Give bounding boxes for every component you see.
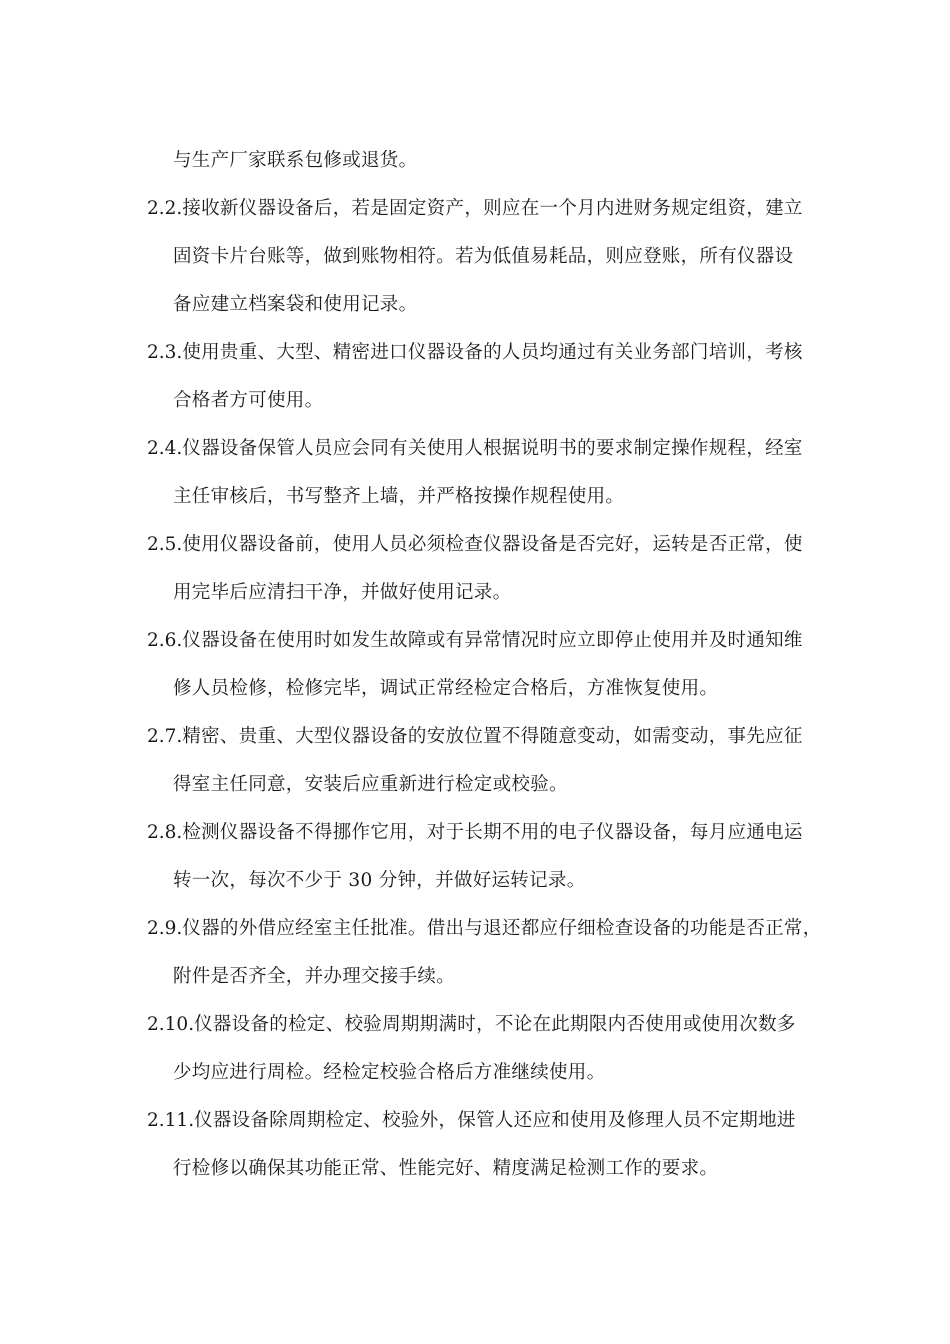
list-item-2-9-first-line: [147, 917, 822, 941]
item-number: 2.4.: [147, 438, 183, 459]
list-item-2-6-line-2: 修人员检修，检修完毕，调试正常经检定合格后，方准恢复使用。: [173, 678, 719, 699]
list-item-2-2-first-line: [147, 197, 803, 221]
item-text: 仪器的外借应经室主任批准。借出与退还都应仔细检查设备的功能是否正常，: [182, 918, 822, 939]
list-item-2-10-line-2: 少均应进行周检。经检定校验合格后方准继续使用。: [173, 1062, 606, 1083]
list-item-2-11-line-2: 行检修以确保其功能正常、性能完好、精度满足检测工作的要求。: [173, 1158, 719, 1179]
item-text: 使用贵重、大型、精密进口仪器设备的人员均通过有关业务部门培训，考核: [182, 342, 803, 363]
list-item-2-8-first-line: [147, 821, 803, 845]
list-item-2-4-first-line: [147, 437, 803, 461]
item-text: 仪器设备保管人员应会同有关使用人根据说明书的要求制定操作规程，经室: [182, 438, 803, 459]
item-number: 2.6.: [147, 630, 183, 651]
item-number: 2.3.: [147, 342, 183, 363]
list-item-2-10-first-line: [147, 1013, 796, 1037]
list-item-2-8-line-2: 转一次，每次不少于 30 分钟，并做好运转记录。: [173, 870, 586, 891]
intro-line: 与生产厂家联系包修或退货。: [173, 150, 418, 171]
item-number: 2.9.: [147, 918, 183, 939]
item-text: 仪器设备在使用时如发生故障或有异常情况时应立即停止使用并及时通知维: [182, 630, 803, 651]
list-item-2-9-line-2: 附件是否齐全，并办理交接手续。: [173, 966, 456, 987]
item-number: 2.8.: [147, 822, 183, 843]
list-item-2-5-first-line: [147, 533, 803, 557]
item-number: 2.11.: [147, 1110, 195, 1131]
item-text: 检测仪器设备不得挪作它用，对于长期不用的电子仪器设备，每月应通电运: [182, 822, 803, 843]
list-item-2-2-line-2: 固资卡片台账等，做到账物相符。若为低值易耗品，则应登账，所有仪器设: [173, 246, 794, 267]
item-text: 使用仪器设备前，使用人员必须检查仪器设备是否完好，运转是否正常，使: [182, 534, 803, 555]
item-text: 接收新仪器设备后，若是固定资产，则应在一个月内进财务规定组资，建立: [182, 198, 803, 219]
list-item-2-7-first-line: [147, 725, 803, 749]
list-item-2-5-line-2: 用完毕后应清扫干净，并做好使用记录。: [173, 582, 512, 603]
item-number: 2.10.: [147, 1014, 195, 1035]
item-text: 仪器设备的检定、校验周期期满时，不论在此期限内否使用或使用次数多: [194, 1014, 796, 1035]
item-number: 2.7.: [147, 726, 183, 747]
list-item-2-4-line-2: 主任审核后，书写整齐上墙，并严格按操作规程使用。: [173, 486, 625, 507]
list-item-2-2-line-3: 备应建立档案袋和使用记录。: [173, 294, 418, 315]
item-number: 2.5.: [147, 534, 183, 555]
item-text: 精密、贵重、大型仪器设备的安放位置不得随意变动，如需变动，事先应征: [182, 726, 803, 747]
list-item-2-11-first-line: [147, 1109, 796, 1133]
item-number: 2.2.: [147, 198, 183, 219]
list-item-2-3-line-2: 合格者方可使用。: [173, 390, 324, 411]
list-item-2-3-first-line: [147, 341, 803, 365]
item-text: 仪器设备除周期检定、校验外，保管人还应和使用及修理人员不定期地进: [194, 1110, 796, 1131]
list-item-2-7-line-2: 得室主任同意，安装后应重新进行检定或校验。: [173, 774, 568, 795]
list-item-2-6-first-line: [147, 629, 803, 653]
